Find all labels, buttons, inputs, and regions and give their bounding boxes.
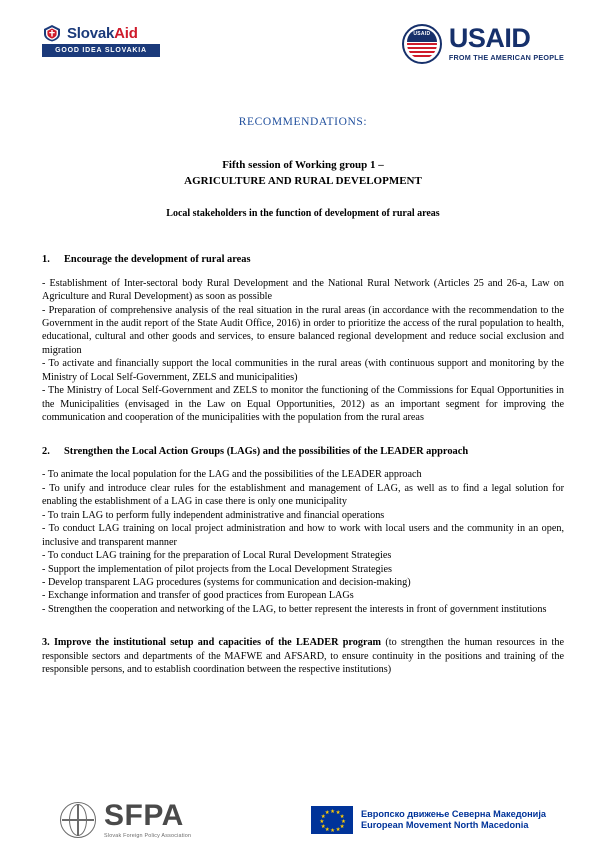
document-footer	[0, 801, 606, 839]
european-movement-name-en: European Movement North Macedonia	[360, 820, 529, 830]
section-1-paragraph-4: - The Ministry of Local Self-Government and ZELS to monitor the functioning of the Commissions for Equal Opportunities in the Municipalities (envisaged in the Law on Equal Opportunities, 2012) as an important segment for improving the communication and cooperation of the municipalities with the population from the rural areas	[42, 385, 564, 424]
usaid-logo	[402, 24, 564, 64]
section-1	[42, 253, 564, 425]
sfpa-wordmark: SFPA	[104, 799, 184, 832]
section-2-paragraph-2: - To unify and introduce clear rules for the establishment and management of LAG, as well as to find a legal solution for enabling the establishment of a LAG in case there is only one municipality	[42, 482, 564, 508]
document-header	[42, 0, 564, 96]
section-2-number: 2.	[42, 445, 50, 457]
section-3-trailing-text: (to strengthen the human resources in the responsible sectors and departments of the MAFWE and AFSARD, to ensure continuity in the positions and training of the responsible persons, and to establish coordination between the respective institutions)	[42, 637, 564, 676]
european-movement-name-mk: Европско движење Северна Македонија	[360, 808, 546, 819]
usaid-wordmark: USAID	[448, 22, 531, 53]
section-2-paragraph-5: - To conduct LAG training for the preparation of Local Rural Development Strategies	[42, 550, 392, 562]
section-3-number: 3.	[42, 637, 50, 649]
session-title-line1: Fifth session of Working group 1 –	[222, 159, 384, 171]
globe-icon	[60, 802, 96, 838]
slovakaid-word-slovak: Slovak	[67, 24, 115, 42]
page-subtitle: Local stakeholders in the function of development of rural areas	[166, 207, 440, 219]
slovakaid-wordmark	[67, 26, 138, 41]
section-1-paragraph-3: - To activate and financially support the local communities in the rural areas (with continuous support and monitoring by the Ministry of Local Self-Government, ZELS and municipalities)	[42, 358, 564, 383]
section-2-heading	[42, 445, 564, 459]
sfpa-subtitle: Slovak Foreign Policy Association	[104, 833, 192, 839]
slovakaid-logo	[42, 24, 160, 57]
usaid-seal-icon	[402, 24, 442, 64]
section-3-heading	[42, 636, 564, 676]
section-1-title: Encourage the development of rural areas	[64, 253, 251, 265]
slovakaid-tagline: GOOD IDEA SLOVAKIA	[42, 44, 160, 57]
section-3	[42, 636, 564, 676]
session-title-line2: AGRICULTURE AND RURAL DEVELOPMENT	[184, 174, 422, 187]
section-2-paragraph-4: - To conduct LAG training on local project administration and how to work with local users and the community in an open, inclusive and transparent manner	[42, 523, 564, 548]
section-1-heading	[42, 253, 564, 267]
page-title	[42, 158, 564, 190]
section-1-paragraph-1: - Establishment of Inter-sectoral body Rural Development and the National Rural Network (Articles 25 and 26-a, Law on Agriculture and Rural Development) as soon as possible	[42, 277, 564, 303]
section-2	[42, 445, 564, 617]
section-2-paragraph-6: - Support the implementation of pilot projects from the Local Development Strategies	[42, 563, 392, 575]
section-1-paragraph-2: - Preparation of comprehensive analysis of the real situation in the rural areas (in accordance with the recommendation to the Government in the audit report of the State Audit Office, 2016) in order to prioritize the access of the rural population to health, educational, cultural and other goods and services, to ensure balanced regional development and reduce social exclusion and migration	[42, 304, 564, 356]
section-3-title: Improve the institutional setup and capacities of the LEADER program	[53, 637, 382, 649]
section-2-paragraph-7: - Develop transparent LAG procedures (systems for communication and decision-making)	[42, 576, 411, 588]
recommendations-label: RECOMMENDATIONS:	[238, 116, 368, 128]
sfpa-logo	[60, 801, 191, 839]
usaid-seal-text: USAID	[413, 31, 431, 37]
european-movement-logo	[311, 806, 546, 834]
slovakaid-emblem-icon	[42, 24, 62, 42]
section-2-paragraph-3: - To train LAG to perform fully independent administrative and financial operations	[42, 509, 385, 521]
section-1-number: 1.	[42, 253, 50, 265]
section-2-paragraph-8: - Exchange information and transfer of good practices from European LAGs	[42, 590, 354, 602]
slovakaid-word-aid: Aid	[114, 24, 138, 42]
usaid-tagline: FROM THE AMERICAN PEOPLE	[448, 53, 564, 63]
section-2-paragraph-9: - Strengthen the cooperation and networking of the LAG, to better represent the interests in front of government institutions	[42, 603, 547, 615]
eu-flag-icon: ★ ★ ★ ★ ★ ★ ★ ★ ★ ★ ★ ★	[311, 806, 353, 834]
document-body	[42, 253, 564, 677]
section-2-title: Strengthen the Local Action Groups (LAGs) and the possibilities of the LEADER approach	[64, 445, 469, 457]
section-2-paragraph-1: - To animate the local population for the LAG and the possibilities of the LEADER approach	[42, 469, 422, 481]
